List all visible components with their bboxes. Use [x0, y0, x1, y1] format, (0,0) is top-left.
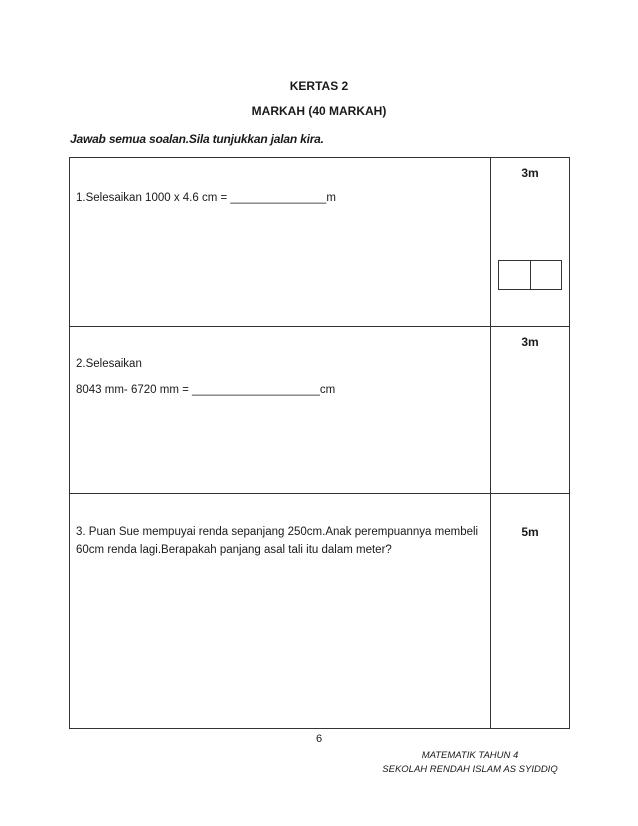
score-box-right[interactable]: [531, 261, 562, 289]
question-row-3: [70, 494, 570, 729]
mark-cell-2: [491, 327, 570, 494]
question-1-mark: 3m: [521, 166, 539, 180]
question-2-label: 2.Selesaikan: [76, 358, 142, 370]
total-marks-title: MARKAH (40 MARKAH): [251, 104, 387, 118]
question-cell-1: [70, 158, 491, 327]
mark-cell-3: [491, 494, 570, 729]
instruction-text: Jawab semua soalan.Sila tunjukkan jalan kira.: [70, 132, 324, 146]
question-table: [69, 157, 570, 729]
question-2-text: 8043 mm- 6720 mm = ____________________cm: [76, 384, 336, 396]
question-cell-2: [70, 327, 491, 494]
question-row-1: [70, 158, 570, 327]
question-cell-3: [70, 494, 491, 729]
mark-cell-1: [491, 158, 570, 327]
question-3-mark: 5m: [521, 525, 539, 539]
footer-subject: MATEMATIK TAHUN 4: [421, 750, 519, 761]
page-number: 6: [315, 733, 323, 745]
question-row-2: [70, 327, 570, 494]
question-2-mark: 3m: [521, 335, 539, 349]
score-box-left[interactable]: [499, 261, 531, 289]
footer-school: SEKOLAH RENDAH ISLAM AS SYIDDIQ: [382, 764, 558, 775]
score-box[interactable]: [498, 260, 562, 290]
question-1-text: 1.Selesaikan 1000 x 4.6 cm = _______________m: [76, 192, 336, 204]
question-3-text: 3. Puan Sue mempuyai renda sepanjang 250cm.Anak perempuannya membeli 60cm renda lagi.Berapakah panjang asal tali itu dalam meter?: [76, 526, 479, 556]
paper-title: KERTAS 2: [289, 79, 349, 93]
